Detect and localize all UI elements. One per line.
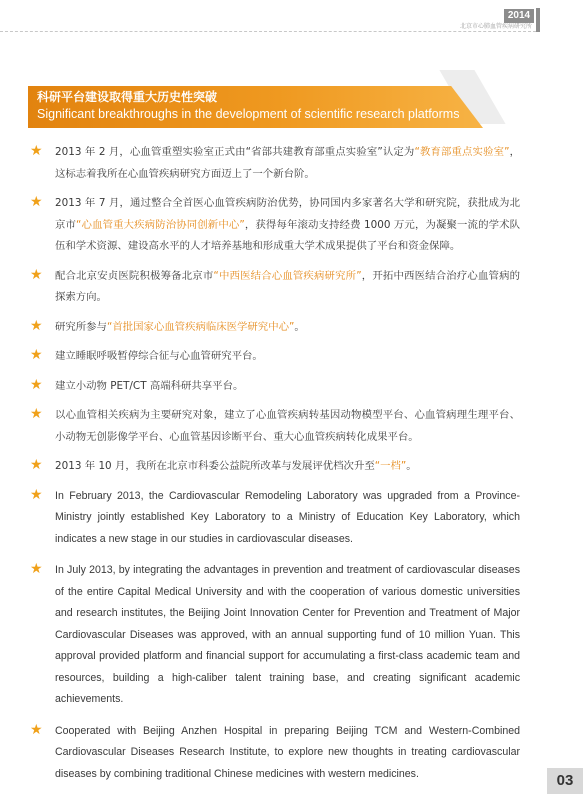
item-text: 研究所参与“首批国家心血管疾病临床医学研究中心”。 <box>55 320 305 333</box>
star-icon: ★ <box>30 347 43 363</box>
highlight-text: “首批国家心血管疾病临床医学研究中心” <box>106 320 295 333</box>
achievement-list <box>30 142 520 795</box>
star-icon: ★ <box>30 406 43 422</box>
list-item <box>30 405 520 448</box>
star-icon: ★ <box>30 143 43 159</box>
list-item <box>30 456 520 478</box>
item-text: 以心血管相关疾病为主要研究对象，建立了心血管疾病转基因动物模型平台、心血管病理生理平台、小动物无创影像学平台、心血管基因诊断平台、重大心血管疾病转化成果平台。 <box>55 409 520 443</box>
star-icon: ★ <box>30 317 43 334</box>
star-icon: ★ <box>30 266 43 283</box>
list-item-en <box>30 721 520 786</box>
item-text-en: In February 2013, the Cardiovascular Remodeling Laboratory was upgraded from a Province-Ministry jointly established Key Laboratory to a Ministry of Education Key Laboratory, which indicates a new stage in our studies in cardiovascular diseases. <box>55 489 520 545</box>
highlight-text: “中西医结合心血管疾病研究所” <box>213 269 362 282</box>
highlight-text: “一档” <box>374 460 407 472</box>
item-text: 配合北京安贞医院积极筹备北京市“中西医结合心血管疾病研究所”，开拓中西医结合治疗心血管病的探索方向。 <box>55 269 521 303</box>
page-number: 03 <box>556 772 574 789</box>
star-icon: ★ <box>30 457 43 473</box>
list-item <box>30 142 520 185</box>
section-title-en: Significant breakthroughs in the development of scientific research platforms <box>37 107 460 121</box>
item-text-en: Cooperated with Beijing Anzhen Hospital in preparing Beijing TCM and Western-Combined Cardiovascular Diseases Research Institute, to explore new thoughts in treating cardiovascular diseases by combining traditional Chinese medicines with western medicines. <box>55 724 520 780</box>
year-badge: 2014 <box>504 9 534 23</box>
highlight-text: “教育部重点实验室” <box>414 146 510 158</box>
item-text: 建立睡眠呼吸暂停综合征与心血管研究平台。 <box>55 350 263 362</box>
header-divider <box>0 31 536 32</box>
star-icon: ★ <box>30 721 43 738</box>
highlight-text: “心血管重大疾病防治协同创新中心” <box>76 218 245 231</box>
star-icon: ★ <box>30 376 43 393</box>
star-icon: ★ <box>30 486 43 503</box>
list-item-en <box>30 486 520 551</box>
item-text: 建立小动物 PET/CT 高端科研共享平台。 <box>55 379 244 392</box>
list-item <box>30 346 520 368</box>
star-icon: ★ <box>30 194 43 210</box>
list-item <box>30 317 520 339</box>
list-item <box>30 193 520 258</box>
section-title-cn: 科研平台建设取得重大历史性突破 <box>37 90 218 104</box>
item-text: 2013 年 2 月，心血管重塑实验室正式由“省部共建教育部重点实验室”认定为“教育部重点实验室”，这标志着我所在心血管疾病研究方面迈上了一个新台阶。 <box>55 146 521 180</box>
header-accent-bar <box>536 8 540 32</box>
list-item <box>30 376 520 398</box>
list-item-en <box>30 560 520 711</box>
item-text: 2013 年 10 月，我所在北京市科委公益院所改革与发展评优档次升至“一档”。 <box>55 460 417 472</box>
list-item <box>30 266 520 309</box>
item-text: 2013 年 7 月，通过整合全首医心血管疾病防治优势，协同国内多家著名大学和研究院，获批成为北京市“心血管重大疾病防治协同创新中心”，获得每年滚动支持经费 1000 万元，为凝聚一流的学术队伍和学术资源、建设高水平的人才培养基地和形成重大学术成果提供了平台和资金保障。 <box>55 197 521 252</box>
item-text-en: In July 2013, by integrating the advantages in prevention and treatment of cardiovascular diseases of the entire Capital Medical University and with the cooperation of various domestic universities and research institutes, the Beijing Joint Innovation Center for Prevention and Treatment of Major Cardiovascular Diseases was approved, with an annual supporting fund of 10 million Yuan. This approval provided platform and financial support for accumulating a first-class academic team and resources, building a high-caliber talent training base, and creating significant academic achievements. <box>55 564 520 705</box>
star-icon: ★ <box>30 561 43 577</box>
institute-name: 北京市心肺血管疾病研究所 <box>459 23 532 30</box>
